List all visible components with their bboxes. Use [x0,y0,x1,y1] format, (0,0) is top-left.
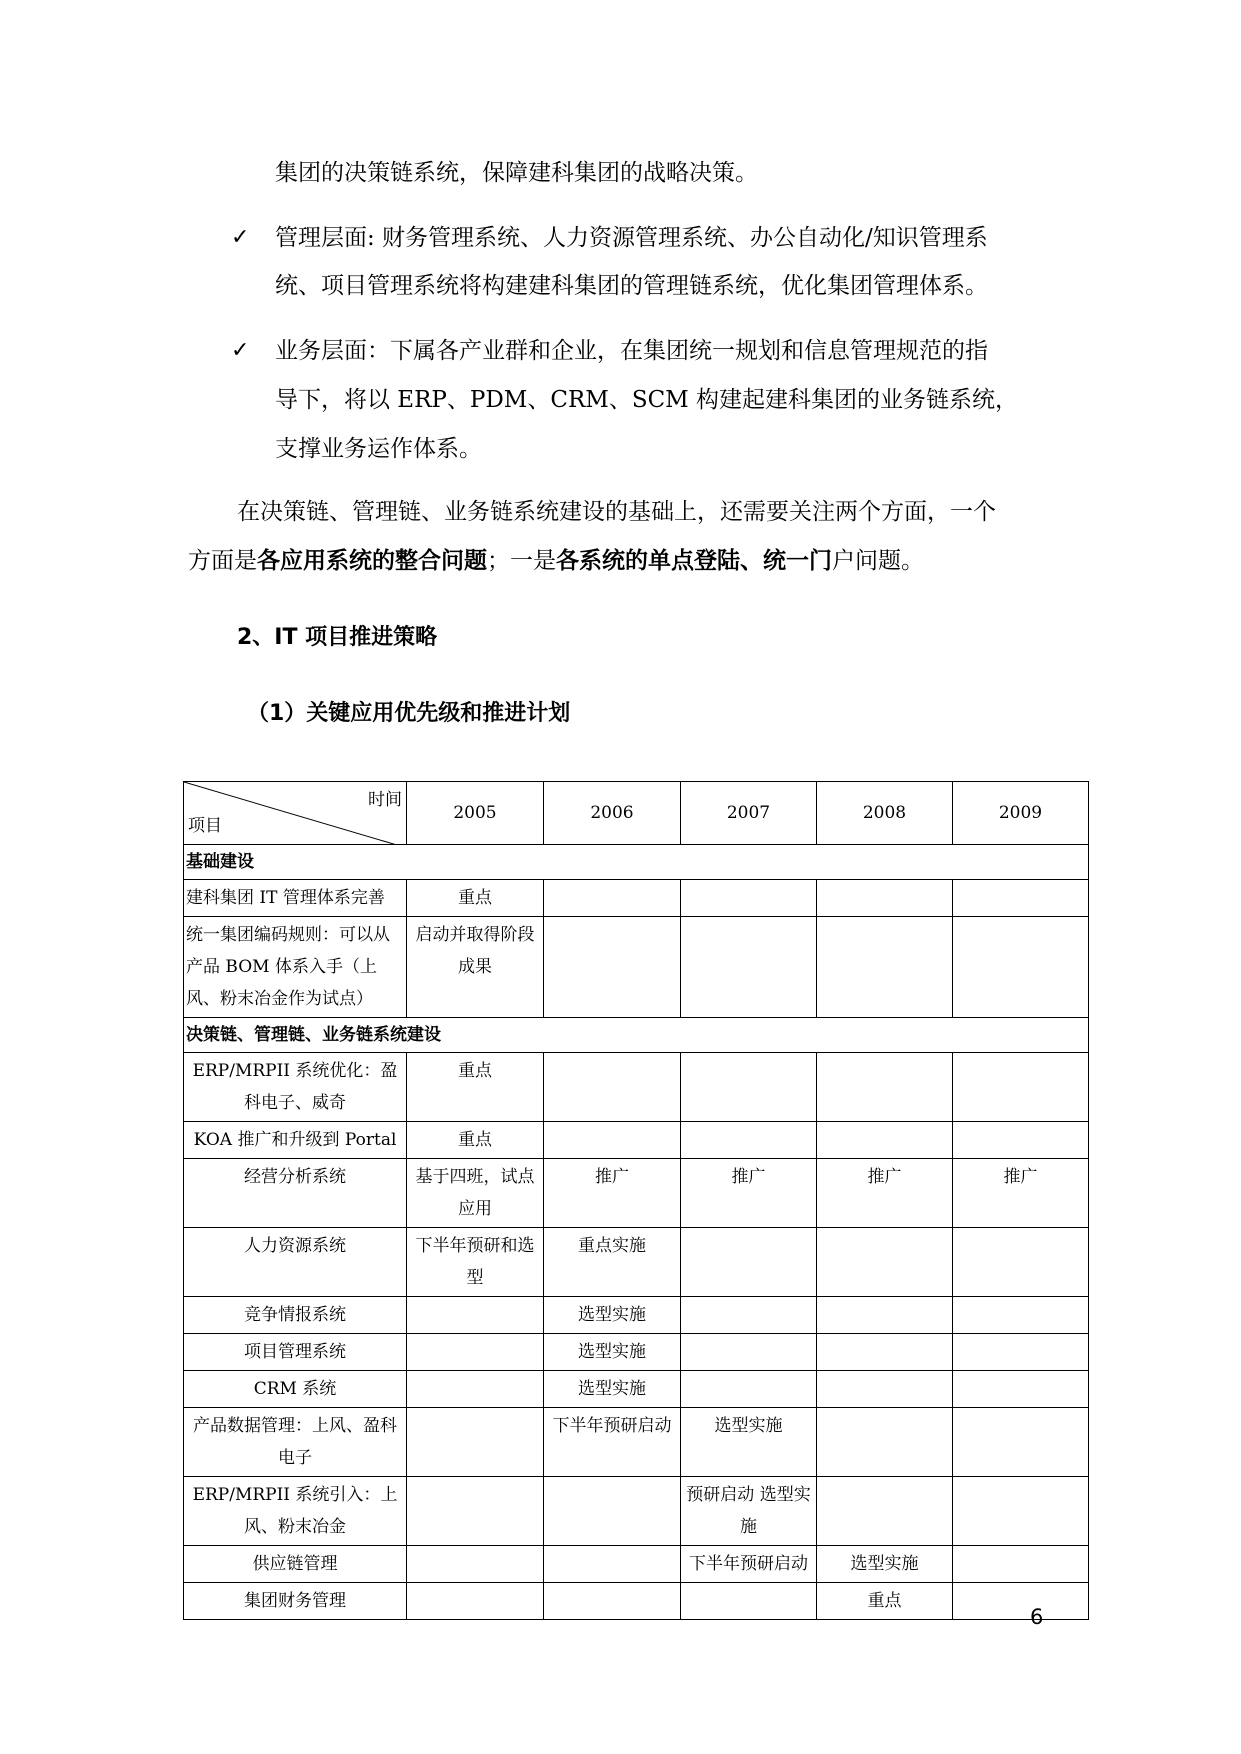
plan-cell: 重点实施 [544,1228,681,1297]
plan-cell: 下半年预研启动 [544,1408,681,1477]
item-cell: 竞争情报系统 [184,1297,407,1334]
plan-cell: 重点 [407,1122,544,1159]
item-cell: 人力资源系统 [184,1228,407,1297]
plan-cell [953,1477,1089,1546]
plan-cell [681,1297,817,1334]
table-header-row [184,782,1089,845]
plan-cell: 下半年预研启动 [681,1546,817,1583]
plan-cell [817,1228,953,1297]
plan-cell: 预研启动 选型实施 [681,1477,817,1546]
paragraph-text: 方面是 [188,548,257,574]
plan-cell [681,880,817,917]
page-number: 6 [1030,1605,1044,1629]
plan-cell [953,917,1089,1018]
plan-cell: 启动并取得阶段成果 [407,917,544,1018]
table-row [184,1371,1089,1408]
plan-cell [817,1053,953,1122]
table-row [184,917,1089,1018]
plan-cell [544,1122,681,1159]
item-cell: 建科集团 IT 管理体系完善 [184,880,407,917]
plan-cell [817,1297,953,1334]
table-row [184,1297,1089,1334]
plan-cell [544,880,681,917]
subsection-heading: （1）关键应用优先级和推进计划 [247,701,571,726]
paragraph-line-1: 在决策链、管理链、业务链系统建设的基础上，还需要关注两个方面，一个 [237,499,996,525]
section-label: 决策链、管理链、业务链系统建设 [184,1018,1089,1053]
item-cell: 统一集团编码规则：可以从产品 BOM 体系入手（上风、粉末冶金作为试点） [184,917,407,1018]
diagonal-header-cell [184,782,407,845]
plan-cell [953,1228,1089,1297]
plan-cell [407,1546,544,1583]
table-row [184,1053,1089,1122]
plan-cell [407,1334,544,1371]
plan-cell: 下半年预研和选型 [407,1228,544,1297]
plan-cell: 选型实施 [544,1371,681,1408]
plan-cell [817,917,953,1018]
plan-cell: 选型实施 [817,1546,953,1583]
plan-cell: 选型实施 [681,1408,817,1477]
plan-cell [681,917,817,1018]
plan-cell [681,1371,817,1408]
plan-cell: 选型实施 [544,1297,681,1334]
plan-cell [681,1053,817,1122]
plan-cell [681,1334,817,1371]
plan-cell: 推广 [817,1159,953,1228]
plan-cell: 选型实施 [544,1334,681,1371]
plan-cell [953,1053,1089,1122]
table-row [184,1408,1089,1477]
plan-cell [407,1297,544,1334]
item-cell: 经营分析系统 [184,1159,407,1228]
plan-cell [544,1546,681,1583]
bullet-1-line-2: 统、项目管理系统将构建建科集团的管理链系统，优化集团管理体系。 [275,273,988,299]
plan-cell [817,1477,953,1546]
plan-cell: 推广 [953,1159,1089,1228]
bullet-2-line-1: 业务层面：下属各产业群和企业，在集团统一规划和信息管理规范的指 [275,338,988,364]
year-header: 2007 [681,782,817,845]
bullet-2-line-3: 支撑业务运作体系。 [275,436,482,462]
item-cell: ERP/MRPII 系统优化：盈科电子、威奇 [184,1053,407,1122]
bullet-1-line-1: 管理层面: 财务管理系统、人力资源管理系统、办公自动化/知识管理系 [275,225,988,251]
item-cell: 项目管理系统 [184,1334,407,1371]
paragraph-line-2 [188,545,924,577]
plan-cell [407,1408,544,1477]
plan-cell [681,1122,817,1159]
plan-cell [953,1334,1089,1371]
plan-cell [544,1477,681,1546]
section-row [184,1018,1089,1053]
header-time-label: 时间 [368,790,402,810]
plan-cell [544,1583,681,1620]
paragraph-bold-text: 各系统的单点登陆、统一门 [556,547,832,574]
plan-cell [817,1408,953,1477]
item-cell: 集团财务管理 [184,1583,407,1620]
plan-cell [407,1583,544,1620]
item-cell: 产品数据管理：上风、盈科电子 [184,1408,407,1477]
item-cell: CRM 系统 [184,1371,407,1408]
priority-plan-table [183,781,1089,1620]
plan-cell [544,917,681,1018]
plan-cell [953,1122,1089,1159]
section-row [184,845,1089,880]
plan-cell: 重点 [817,1583,953,1620]
plan-cell: 重点 [407,880,544,917]
section-heading: 2、IT 项目推进策略 [237,625,438,650]
plan-cell [817,880,953,917]
year-header: 2006 [544,782,681,845]
item-cell: 供应链管理 [184,1546,407,1583]
plan-cell [817,1122,953,1159]
plan-cell [953,1371,1089,1408]
table-row [184,1228,1089,1297]
plan-cell [953,1297,1089,1334]
plan-cell [407,1477,544,1546]
plan-cell [953,880,1089,917]
year-header: 2009 [953,782,1089,845]
paragraph-bold-text: 各应用系统的整合问题 [257,547,487,574]
plan-cell [681,1583,817,1620]
plan-cell: 推广 [544,1159,681,1228]
plan-cell [544,1053,681,1122]
checkmark-icon: ✓ [231,338,250,363]
plan-cell: 基于四班，试点应用 [407,1159,544,1228]
plan-cell [953,1546,1089,1583]
bullet-2-line-2: 导下，将以 ERP、PDM、CRM、SCM 构建起建科集团的业务链系统， [275,387,1019,413]
table-row [184,1477,1089,1546]
plan-cell [681,1228,817,1297]
table-row [184,1583,1089,1620]
table-row [184,1546,1089,1583]
plan-cell [817,1334,953,1371]
section-label: 基础建设 [184,845,1089,880]
intro-line: 集团的决策链系统，保障建科集团的战略决策。 [275,160,758,186]
table-row [184,1334,1089,1371]
plan-cell: 重点 [407,1053,544,1122]
table-row [184,1159,1089,1228]
item-cell: ERP/MRPII 系统引入：上风、粉末冶金 [184,1477,407,1546]
plan-cell [817,1371,953,1408]
header-item-label: 项目 [188,816,222,836]
item-cell: KOA 推广和升级到 Portal [184,1122,407,1159]
table-row [184,880,1089,917]
plan-cell [953,1583,1089,1620]
plan-cell [407,1371,544,1408]
table-row [184,1122,1089,1159]
paragraph-text: 户问题。 [832,548,924,574]
year-header: 2005 [407,782,544,845]
plan-cell [953,1408,1089,1477]
paragraph-text: ；一是 [487,548,556,574]
year-header: 2008 [817,782,953,845]
checkmark-icon: ✓ [231,225,250,250]
plan-cell: 推广 [681,1159,817,1228]
